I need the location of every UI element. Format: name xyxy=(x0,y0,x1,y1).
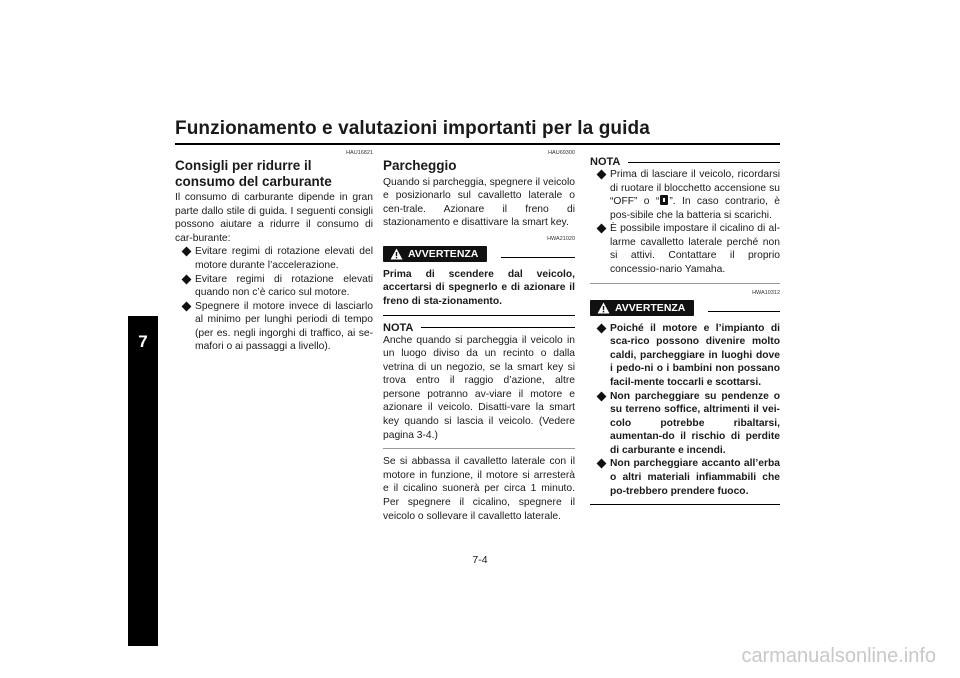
page-title: Funzionamento e valutazioni importanti per la guida xyxy=(175,118,650,139)
section-heading: Parcheggio xyxy=(383,158,457,173)
nota-rule xyxy=(628,162,780,163)
list-item: Evitare regimi di rotazione elevati quando non c’è carico sul motore. xyxy=(175,273,373,300)
warning-rule xyxy=(501,257,575,258)
list-item: È possibile impostare il cicalino di al-larme cavalletto laterale perché non si attivi. Contattare il proprio concessio-nario Yamaha. xyxy=(590,222,780,276)
warning-code: HWA21020 xyxy=(547,235,575,242)
diamond-bullet-icon xyxy=(182,247,192,257)
warning-badge: AVVERTENZA xyxy=(590,300,694,316)
warning-badge: AVVERTENZA xyxy=(383,246,487,262)
nota-list xyxy=(590,168,780,277)
chapter-tab xyxy=(128,316,158,646)
list-item: Evitare regimi di rotazione elevati del motore durante l’accelerazione. xyxy=(175,245,373,272)
page-number: 7-4 xyxy=(472,554,488,566)
warning-code: HWA10312 xyxy=(752,289,780,296)
smart-key-lock-icon xyxy=(660,195,668,205)
list-item: Poiché il motore e l’impianto di sca-rico possono divenire molto caldi, parcheggiare in luoghi dove i pedo-ni o i bambini non possano facil-mente toccarli e scottarsi. xyxy=(590,322,780,390)
diamond-bullet-icon xyxy=(597,224,607,234)
warning-body: Prima di scendere dal veicolo, accertarsi di spegnerlo e di azionare il freno di sta-zionamento. xyxy=(383,268,575,307)
warning-triangle-icon xyxy=(597,302,610,314)
diamond-bullet-icon xyxy=(597,170,607,180)
diamond-bullet-icon xyxy=(597,323,607,333)
nota-end-rule xyxy=(590,283,780,284)
nota-header: NOTA xyxy=(383,322,575,334)
list-item: Spegnere il motore invece di lasciarlo al minimo per lunghi periodi di tempo (per es. negli ingorghi di traffico, ai se-mafori o ai passaggi a livello). xyxy=(175,300,373,354)
diamond-bullet-icon xyxy=(597,459,607,469)
section-code: HAU69300 xyxy=(548,150,575,156)
body-text: Se si abbassa il cavalletto laterale con il motore in funzione, il motore si arresterà e il cicalino suonerà per circa 1 minuto. Per spegnere il cicalino, spegnere il veicolo o sollevare il cavalletto laterale. xyxy=(383,456,575,522)
list-item: Prima di lasciare il veicolo, ricordarsi di ruotare il blocchetto accensione su “OFF” o “ ”. In caso contrario, è pos-sibile che la batteria si scarichi. xyxy=(590,168,780,222)
chapter-number: 7 xyxy=(138,332,148,351)
section-code: HAU16821 xyxy=(346,150,373,156)
watermark: carmanualsonline.info xyxy=(741,645,936,667)
nota-header: NOTA xyxy=(590,156,780,168)
section-heading: Consigli per ridurre il consumo del carburante xyxy=(175,158,332,189)
warning-header xyxy=(383,246,575,262)
list-item: Non parcheggiare accanto all’erba o altri materiali infiammabili che po-trebbero prendere fuoco. xyxy=(590,457,780,498)
diamond-bullet-icon xyxy=(597,391,607,401)
warning-triangle-icon xyxy=(390,248,403,260)
intro-text: Quando si parcheggia, spegnere il veicolo e posizionarlo sul cavalletto laterale o cen-trale. Azionare il freno di stazionamento e disattivare la smart key. xyxy=(383,176,575,229)
warning-end-rule xyxy=(383,315,575,316)
diamond-bullet-icon xyxy=(182,301,192,311)
title-rule xyxy=(175,143,780,145)
tips-list xyxy=(175,245,373,354)
nota-text: Anche quando si parcheggia il veicolo in un luogo diviso da un recinto o dalla vetrina di un negozio, se la smart key si trova entro il raggio d’azione, altre persone potranno av-viare il motore e azionare il veicolo. Disatti-vare la smart key quando si lascia il veicolo. (Vedere pagina 3-4.) xyxy=(383,334,575,441)
column-fuel-tips xyxy=(175,150,373,354)
warning-header xyxy=(590,300,780,316)
warning-rule xyxy=(708,311,780,312)
intro-text: Il consumo di carburante dipende in gran parte dallo stile di guida. I seguenti consigli possono aiutare a ridurre il consumo di car-burante: xyxy=(175,192,373,244)
nota-end-rule xyxy=(383,448,575,449)
diamond-bullet-icon xyxy=(182,274,192,284)
nota-rule xyxy=(421,327,575,328)
warning-list xyxy=(590,322,780,499)
column-parking-notes xyxy=(590,150,780,511)
list-item: Non parcheggiare su pendenze o su terreno soffice, altrimenti il vei-colo potrebbe ribaltarsi, aumentan-do il rischio di perdite di carburante e incendi. xyxy=(590,390,780,458)
column-parking xyxy=(383,150,575,523)
warning-end-rule xyxy=(590,504,780,505)
